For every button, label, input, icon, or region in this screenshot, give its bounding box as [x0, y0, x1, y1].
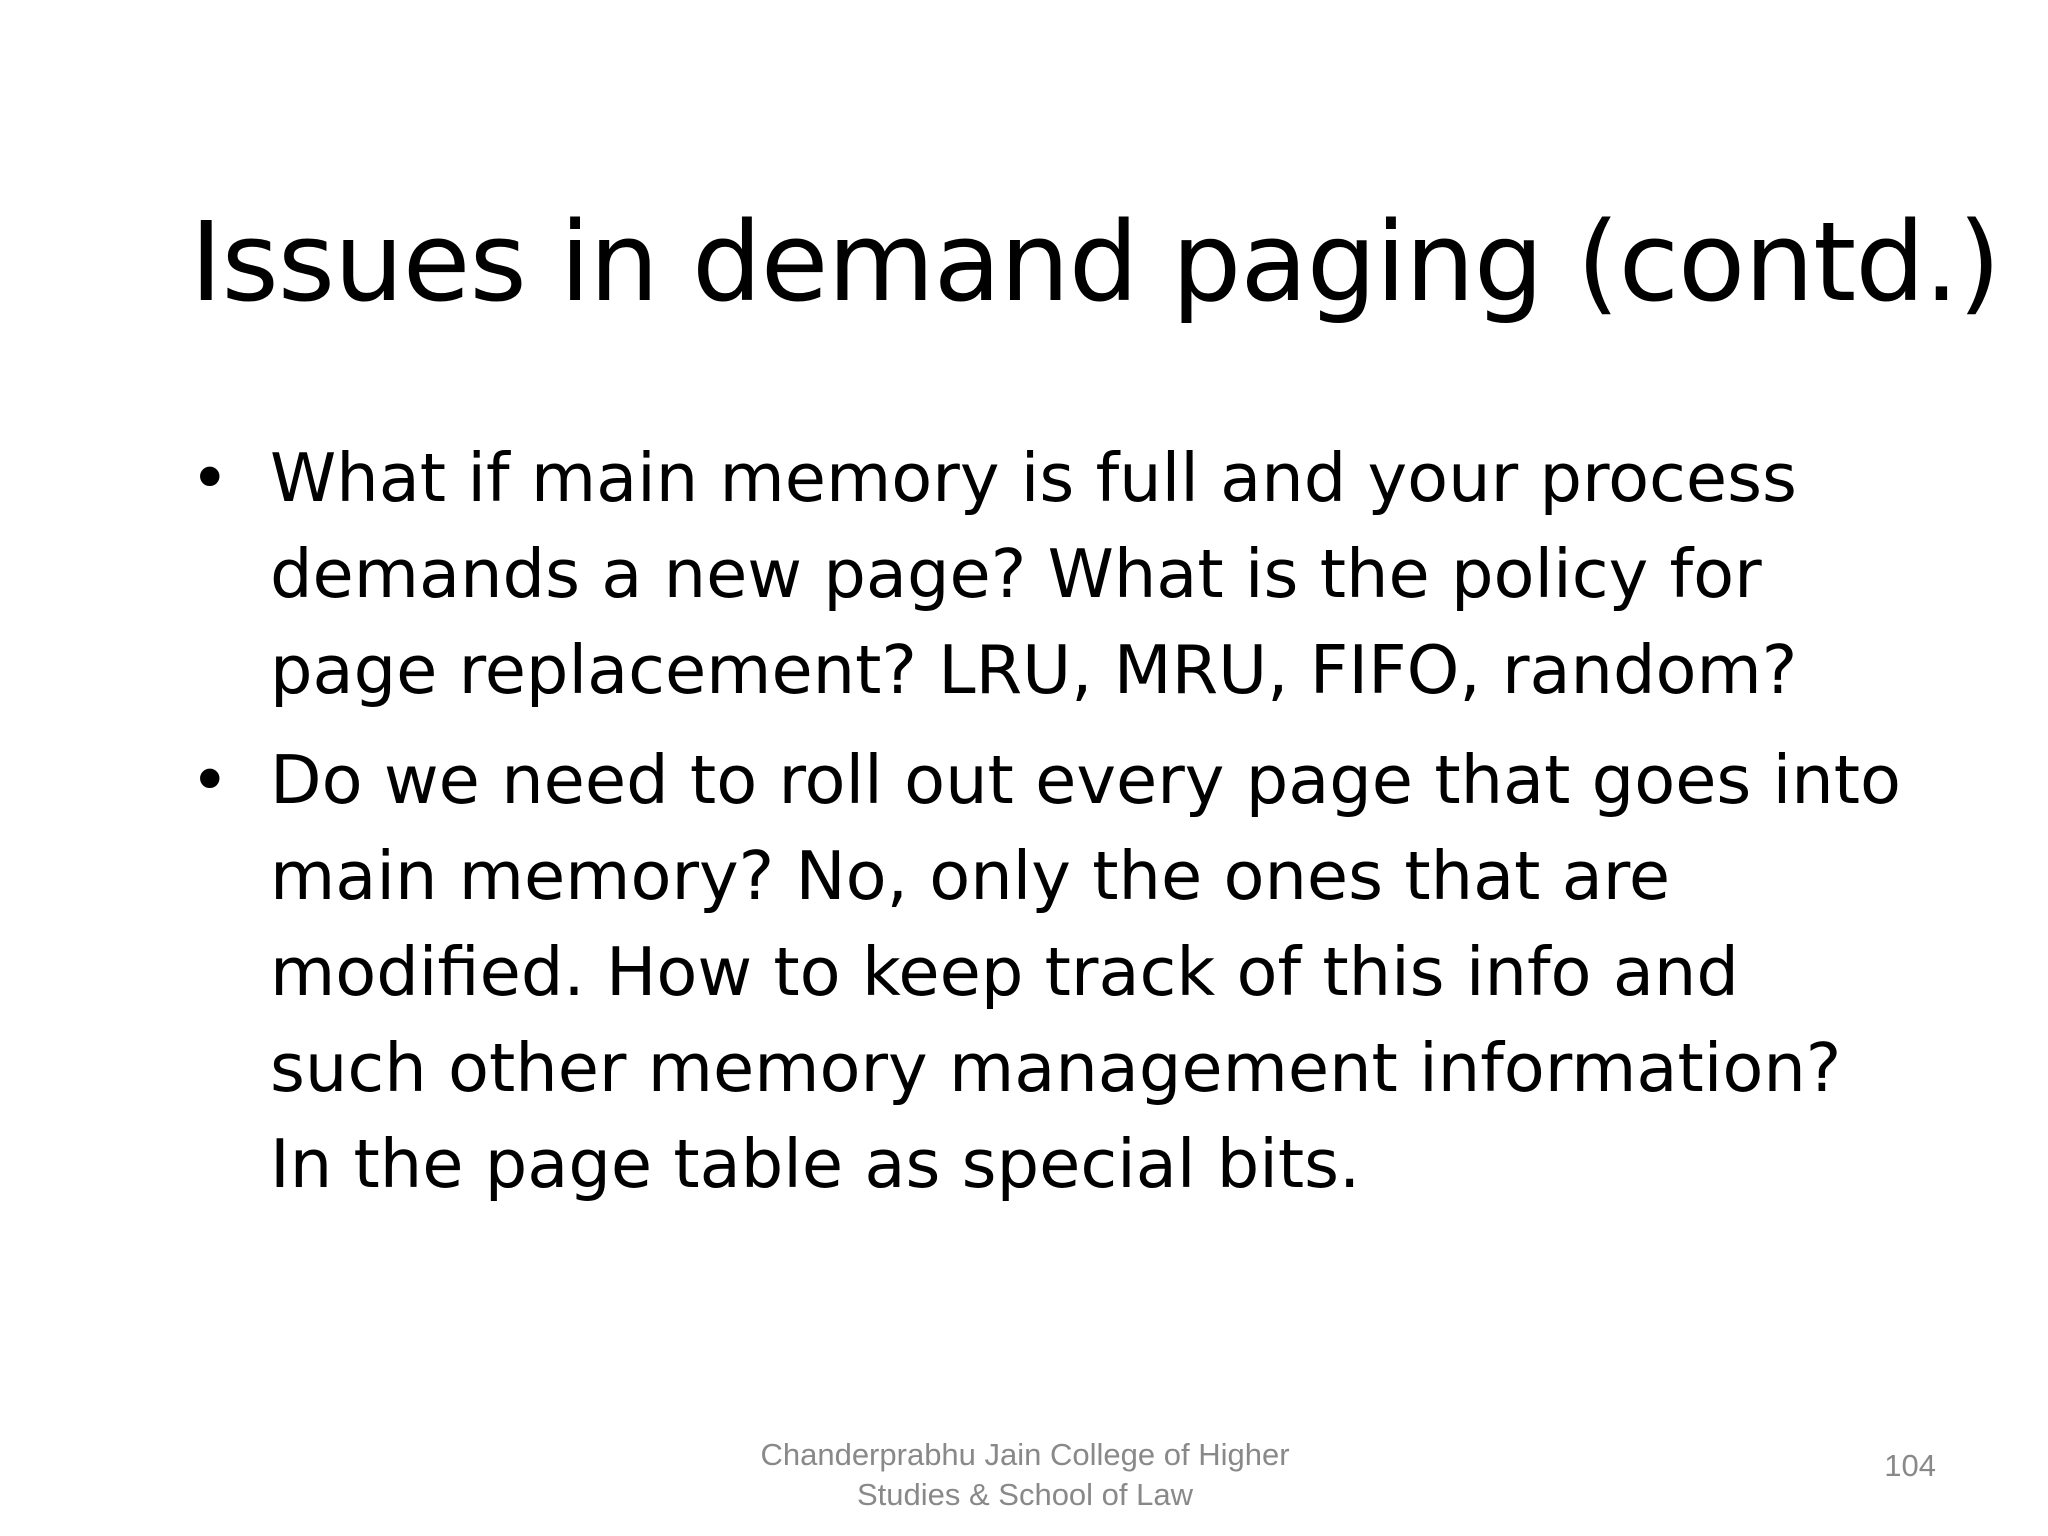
bullet-marker: • [190, 741, 230, 819]
footer-institution [660, 1435, 1390, 1515]
bullet-text: What if main memory is full and your process demands a new page? What is the policy for page replacement? LRU, MRU, FIFO, random? [270, 439, 1798, 709]
bullet-list [190, 430, 1910, 1226]
bullet-item [190, 430, 1910, 718]
footer-line-1: Chanderprabhu Jain College of Higher [760, 1437, 1290, 1472]
bullet-text: Do we need to roll out every page that goes into main memory? No, only the ones that are modified. How to keep track of this info and such other memory management information? In the page table as special bits. [270, 741, 1901, 1203]
bullet-item [190, 732, 1910, 1212]
bullet-marker: • [190, 439, 230, 517]
footer-line-2: Studies & School of Law [856, 1477, 1194, 1512]
slide-number: 104 [1884, 1448, 1936, 1483]
slide-title: Issues in demand paging (contd.) [190, 197, 2000, 326]
